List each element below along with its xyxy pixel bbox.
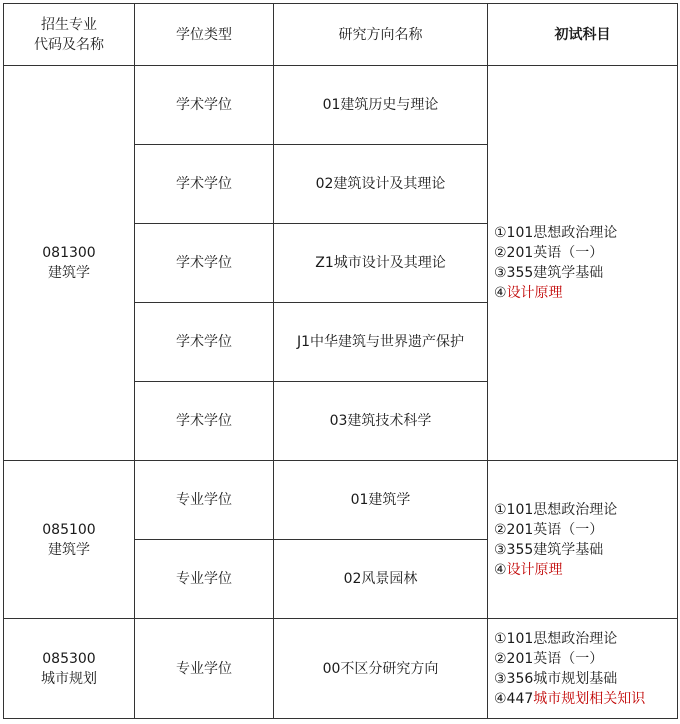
major-code: 081300 — [42, 245, 96, 261]
header-direction: 研究方向名称 — [274, 4, 488, 66]
major-cell — [4, 66, 135, 461]
exam-subjects-cell — [488, 66, 678, 461]
exam-subject-4: ④447城市规划相关知识 — [494, 690, 646, 707]
table-row — [4, 461, 678, 540]
exam-subject-1: ①101思想政治理论 — [494, 630, 618, 647]
degree-type-cell: 学术学位 — [135, 382, 274, 461]
degree-type-cell: 学术学位 — [135, 145, 274, 224]
header-degree-type: 学位类型 — [135, 4, 274, 66]
direction-cell: 02建筑设计及其理论 — [274, 145, 488, 224]
exam-subject-2: ②201英语（一） — [494, 650, 604, 667]
major-cell — [4, 619, 135, 719]
header-major-line-2: 代码及名称 — [34, 36, 104, 53]
degree-type-cell: 学术学位 — [135, 66, 274, 145]
major-cell — [4, 461, 135, 619]
direction-cell: 03建筑技术科学 — [274, 382, 488, 461]
degree-type-cell: 学术学位 — [135, 303, 274, 382]
exam-subjects-cell — [488, 461, 678, 619]
major-name: 建筑学 — [48, 541, 90, 558]
header-major — [4, 4, 135, 66]
major-code: 085300 — [42, 650, 96, 667]
exam-subject-4: ④设计原理 — [494, 561, 563, 578]
table-row — [4, 619, 678, 719]
major-name: 城市规划 — [41, 670, 97, 687]
degree-type-cell: 专业学位 — [135, 461, 274, 540]
header-major-line-1: 招生专业 — [41, 16, 97, 33]
table-row — [4, 66, 678, 145]
major-code: 085100 — [42, 521, 96, 538]
direction-cell: 01建筑学 — [274, 461, 488, 540]
header-row — [4, 4, 678, 66]
exam-subject-3: ③355建筑学基础 — [494, 265, 604, 281]
exam-subject-3: ③355建筑学基础 — [494, 541, 604, 558]
direction-cell: J1中华建筑与世界遗产保护 — [274, 303, 488, 382]
major-name: 建筑学 — [48, 265, 90, 281]
exam-subject-1: ①101思想政治理论 — [494, 225, 618, 241]
admission-table — [3, 3, 678, 719]
exam-subjects-cell — [488, 619, 678, 719]
direction-cell: 00不区分研究方向 — [274, 619, 488, 719]
direction-cell: Z1城市设计及其理论 — [274, 224, 488, 303]
header-exam: 初试科目 — [488, 4, 678, 66]
degree-type-cell: 专业学位 — [135, 540, 274, 619]
direction-cell: 02风景园林 — [274, 540, 488, 619]
exam-subject-2: ②201英语（一） — [494, 245, 604, 261]
exam-subject-3: ③356城市规划基础 — [494, 670, 618, 687]
exam-subject-1: ①101思想政治理论 — [494, 501, 618, 518]
exam-subject-2: ②201英语（一） — [494, 521, 604, 538]
exam-subject-4: ④设计原理 — [494, 285, 563, 301]
degree-type-cell: 学术学位 — [135, 224, 274, 303]
degree-type-cell: 专业学位 — [135, 619, 274, 719]
direction-cell: 01建筑历史与理论 — [274, 66, 488, 145]
